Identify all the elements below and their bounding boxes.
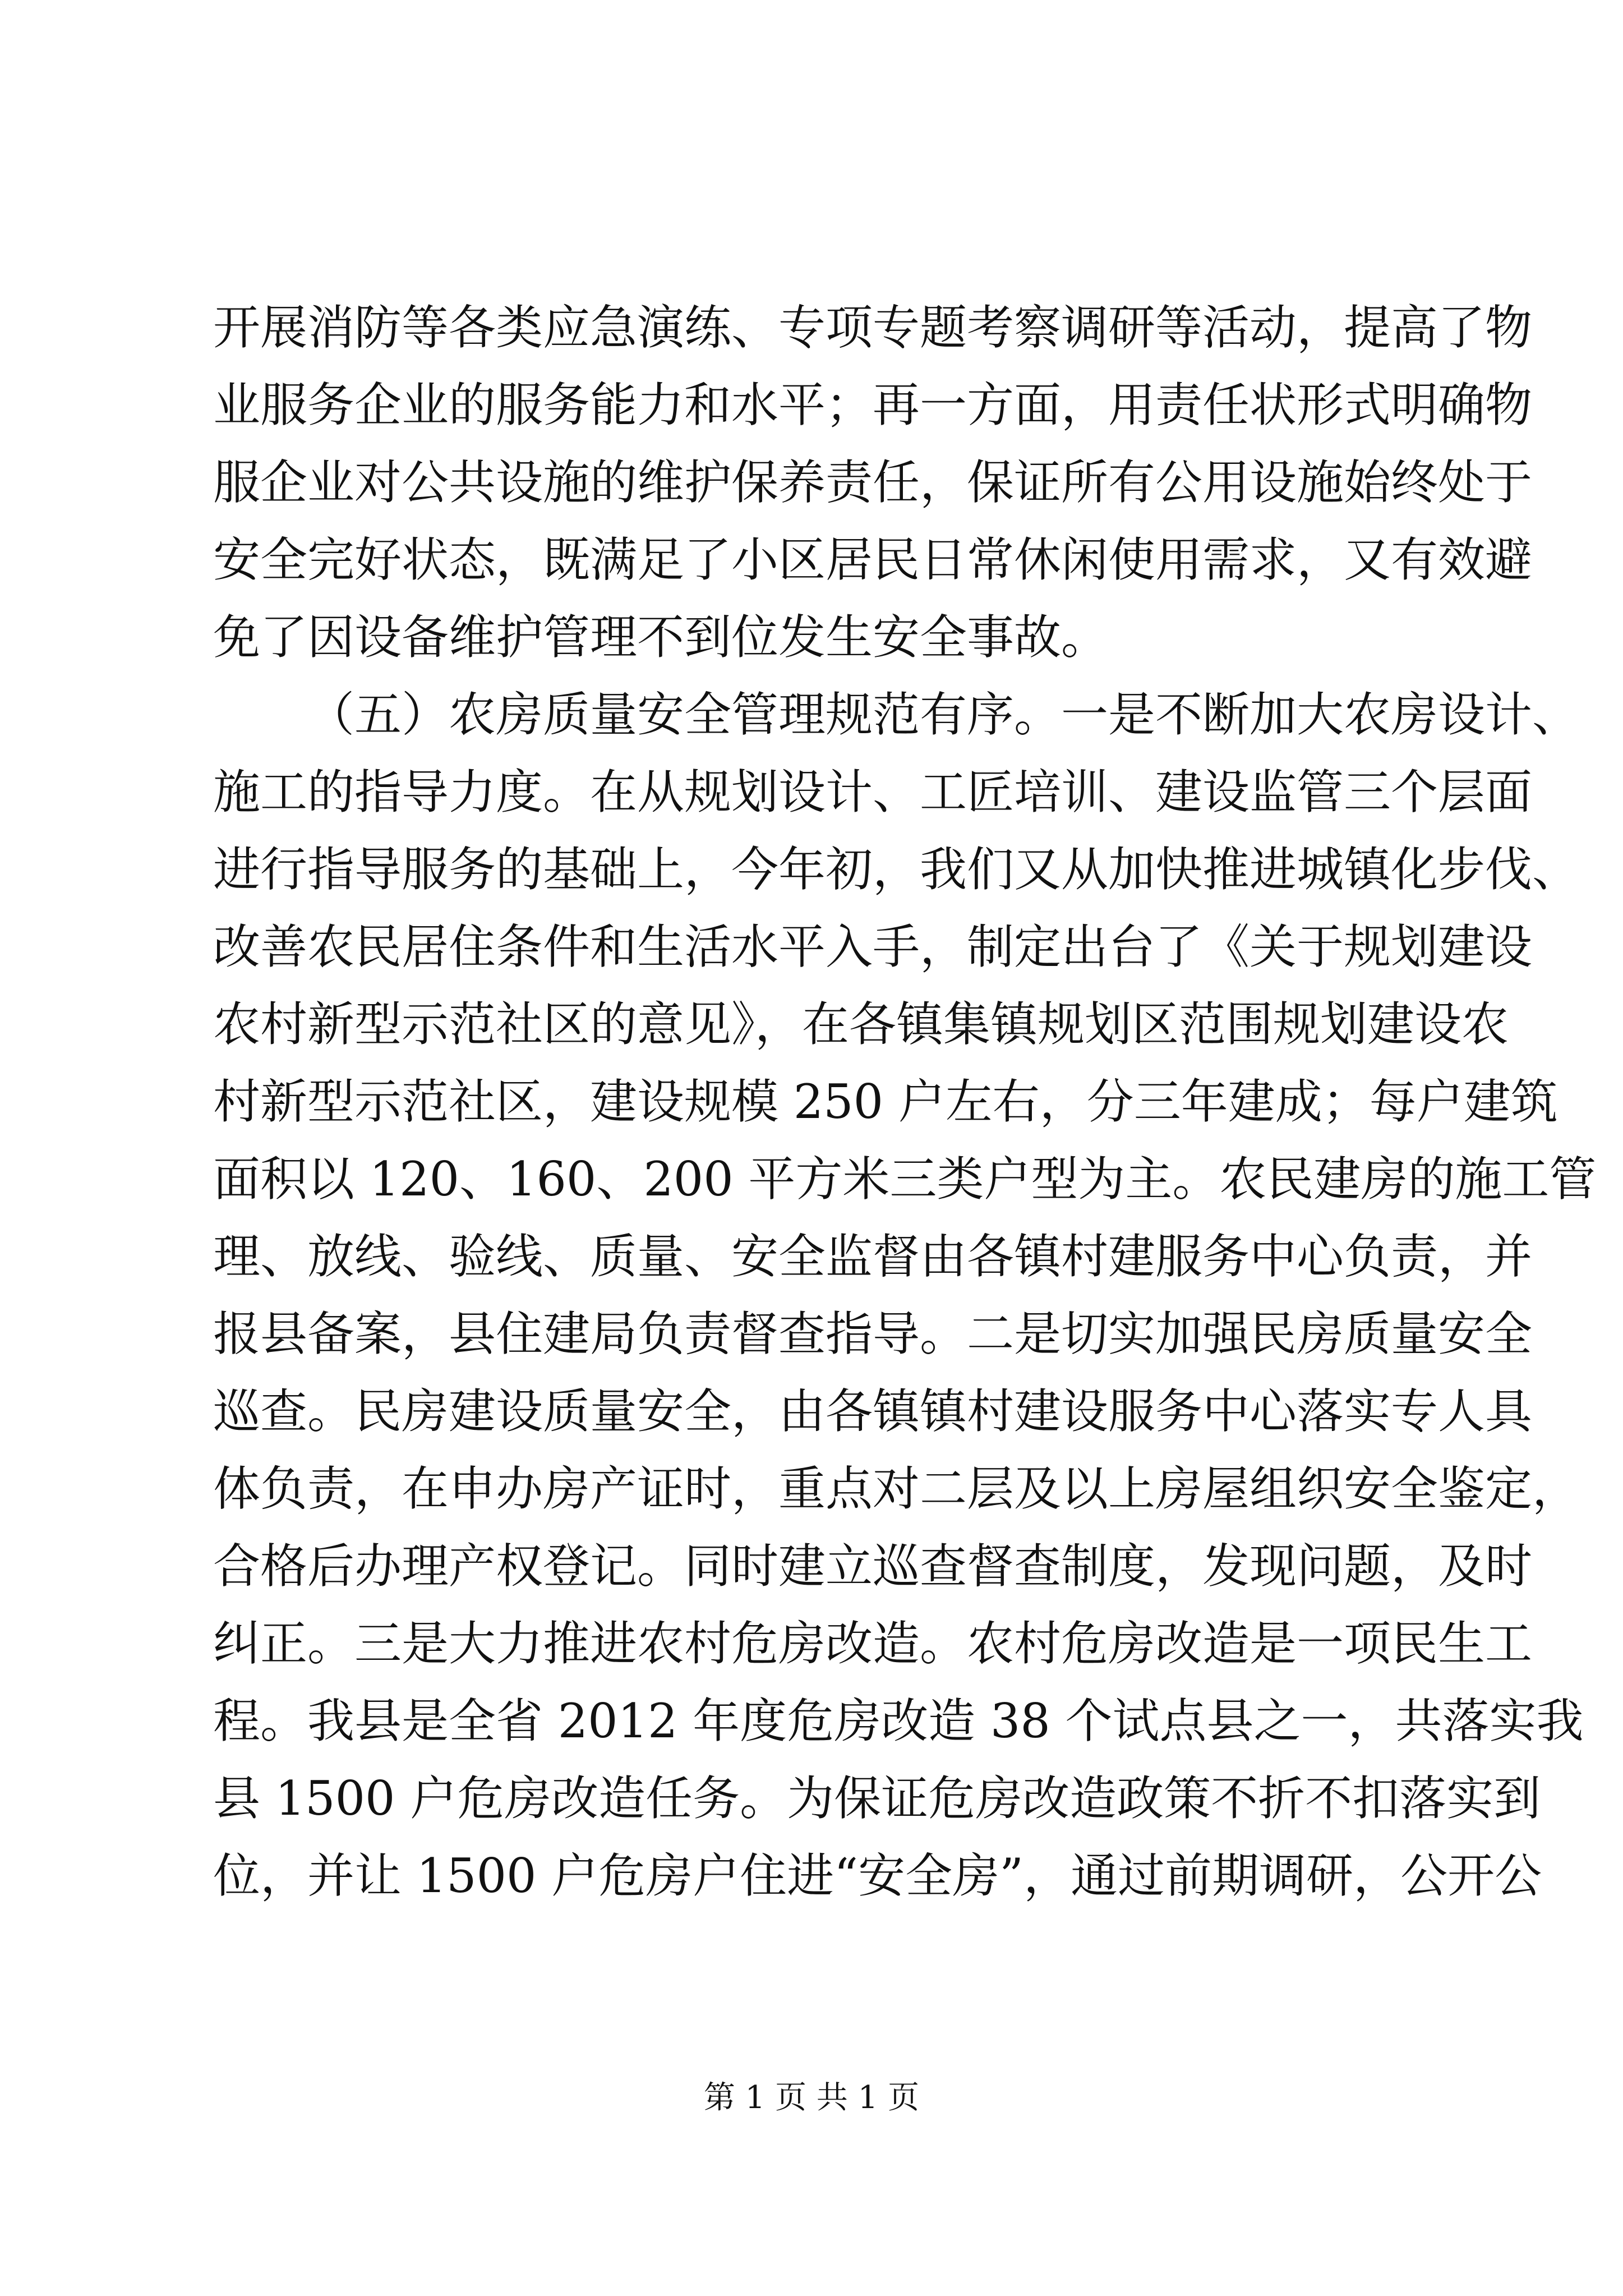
text-line: 巡查。民房建设质量安全，由各镇镇村建设服务中心落实专人具 xyxy=(213,1384,1533,1439)
text-line: 村新型示范社区，建设规模 250 户左右，分三年建成；每户建筑 xyxy=(213,1074,1558,1129)
text-line: 施工的指导力度。在从规划设计、工匠培训、建设监管三个层面 xyxy=(213,765,1533,820)
text-line: 免了因设备维护管理不到位发生安全事故。 xyxy=(213,610,1109,665)
text-line: 开展消防等各类应急演练、专项专题考察调研等活动，提高了物 xyxy=(213,300,1533,355)
text-line: 服企业对公共设施的维护保养责任，保证所有公用设施始终处于 xyxy=(213,455,1533,510)
text-line: 进行指导服务的基础上，今年初，我们又从加快推进城镇化步伐、 xyxy=(213,842,1580,897)
document-body xyxy=(213,289,1597,1915)
page-footer xyxy=(0,2076,1623,2120)
text-line: 面积以 120、160、200 平方米三类户型为主。农民建房的施工管 xyxy=(213,1152,1597,1207)
text-line: 位，并让 1500 户危房户住进“安全房”，通过前期调研，公开公 xyxy=(213,1848,1542,1903)
page-number-label: 第 1 页 共 1 页 xyxy=(703,2079,920,2116)
text-line: 安全完好状态，既满足了小区居民日常休闲使用需求，又有效避 xyxy=(213,532,1533,587)
text-line: 体负责，在申办房产证时，重点对二层及以上房屋组织安全鉴定， xyxy=(213,1461,1580,1516)
paragraph-2 xyxy=(213,676,1597,1915)
text-line: 农村新型示范社区的意见》，在各镇集镇规划区范围规划建设农 xyxy=(213,997,1509,1052)
text-line: 报县备案，县住建局负责督查指导。二是切实加强民房质量安全 xyxy=(213,1306,1533,1361)
text-line: 合格后办理产权登记。同时建立巡查督查制度，发现问题，及时 xyxy=(213,1539,1533,1594)
paragraph-1 xyxy=(213,289,1533,676)
text-line: （五）农房质量安全管理规范有序。一是不断加大农房设计、 xyxy=(307,687,1580,742)
text-line: 理、放线、验线、质量、安全监督由各镇村建服务中心负责，并 xyxy=(213,1229,1533,1284)
text-line: 业服务企业的服务能力和水平；再一方面，用责任状形式明确物 xyxy=(213,378,1533,432)
text-line: 县 1500 户危房改造任务。为保证危房改造政策不折不扣落实到 xyxy=(213,1771,1541,1826)
text-line: 改善农民居住条件和生活水平入手，制定出台了《关于规划建设 xyxy=(213,919,1533,974)
text-line: 纠正。三是大力推进农村危房改造。农村危房改造是一项民生工 xyxy=(213,1616,1533,1671)
text-line: 程。我县是全省 2012 年度危房改造 38 个试点县之一，共落实我 xyxy=(213,1694,1584,1749)
